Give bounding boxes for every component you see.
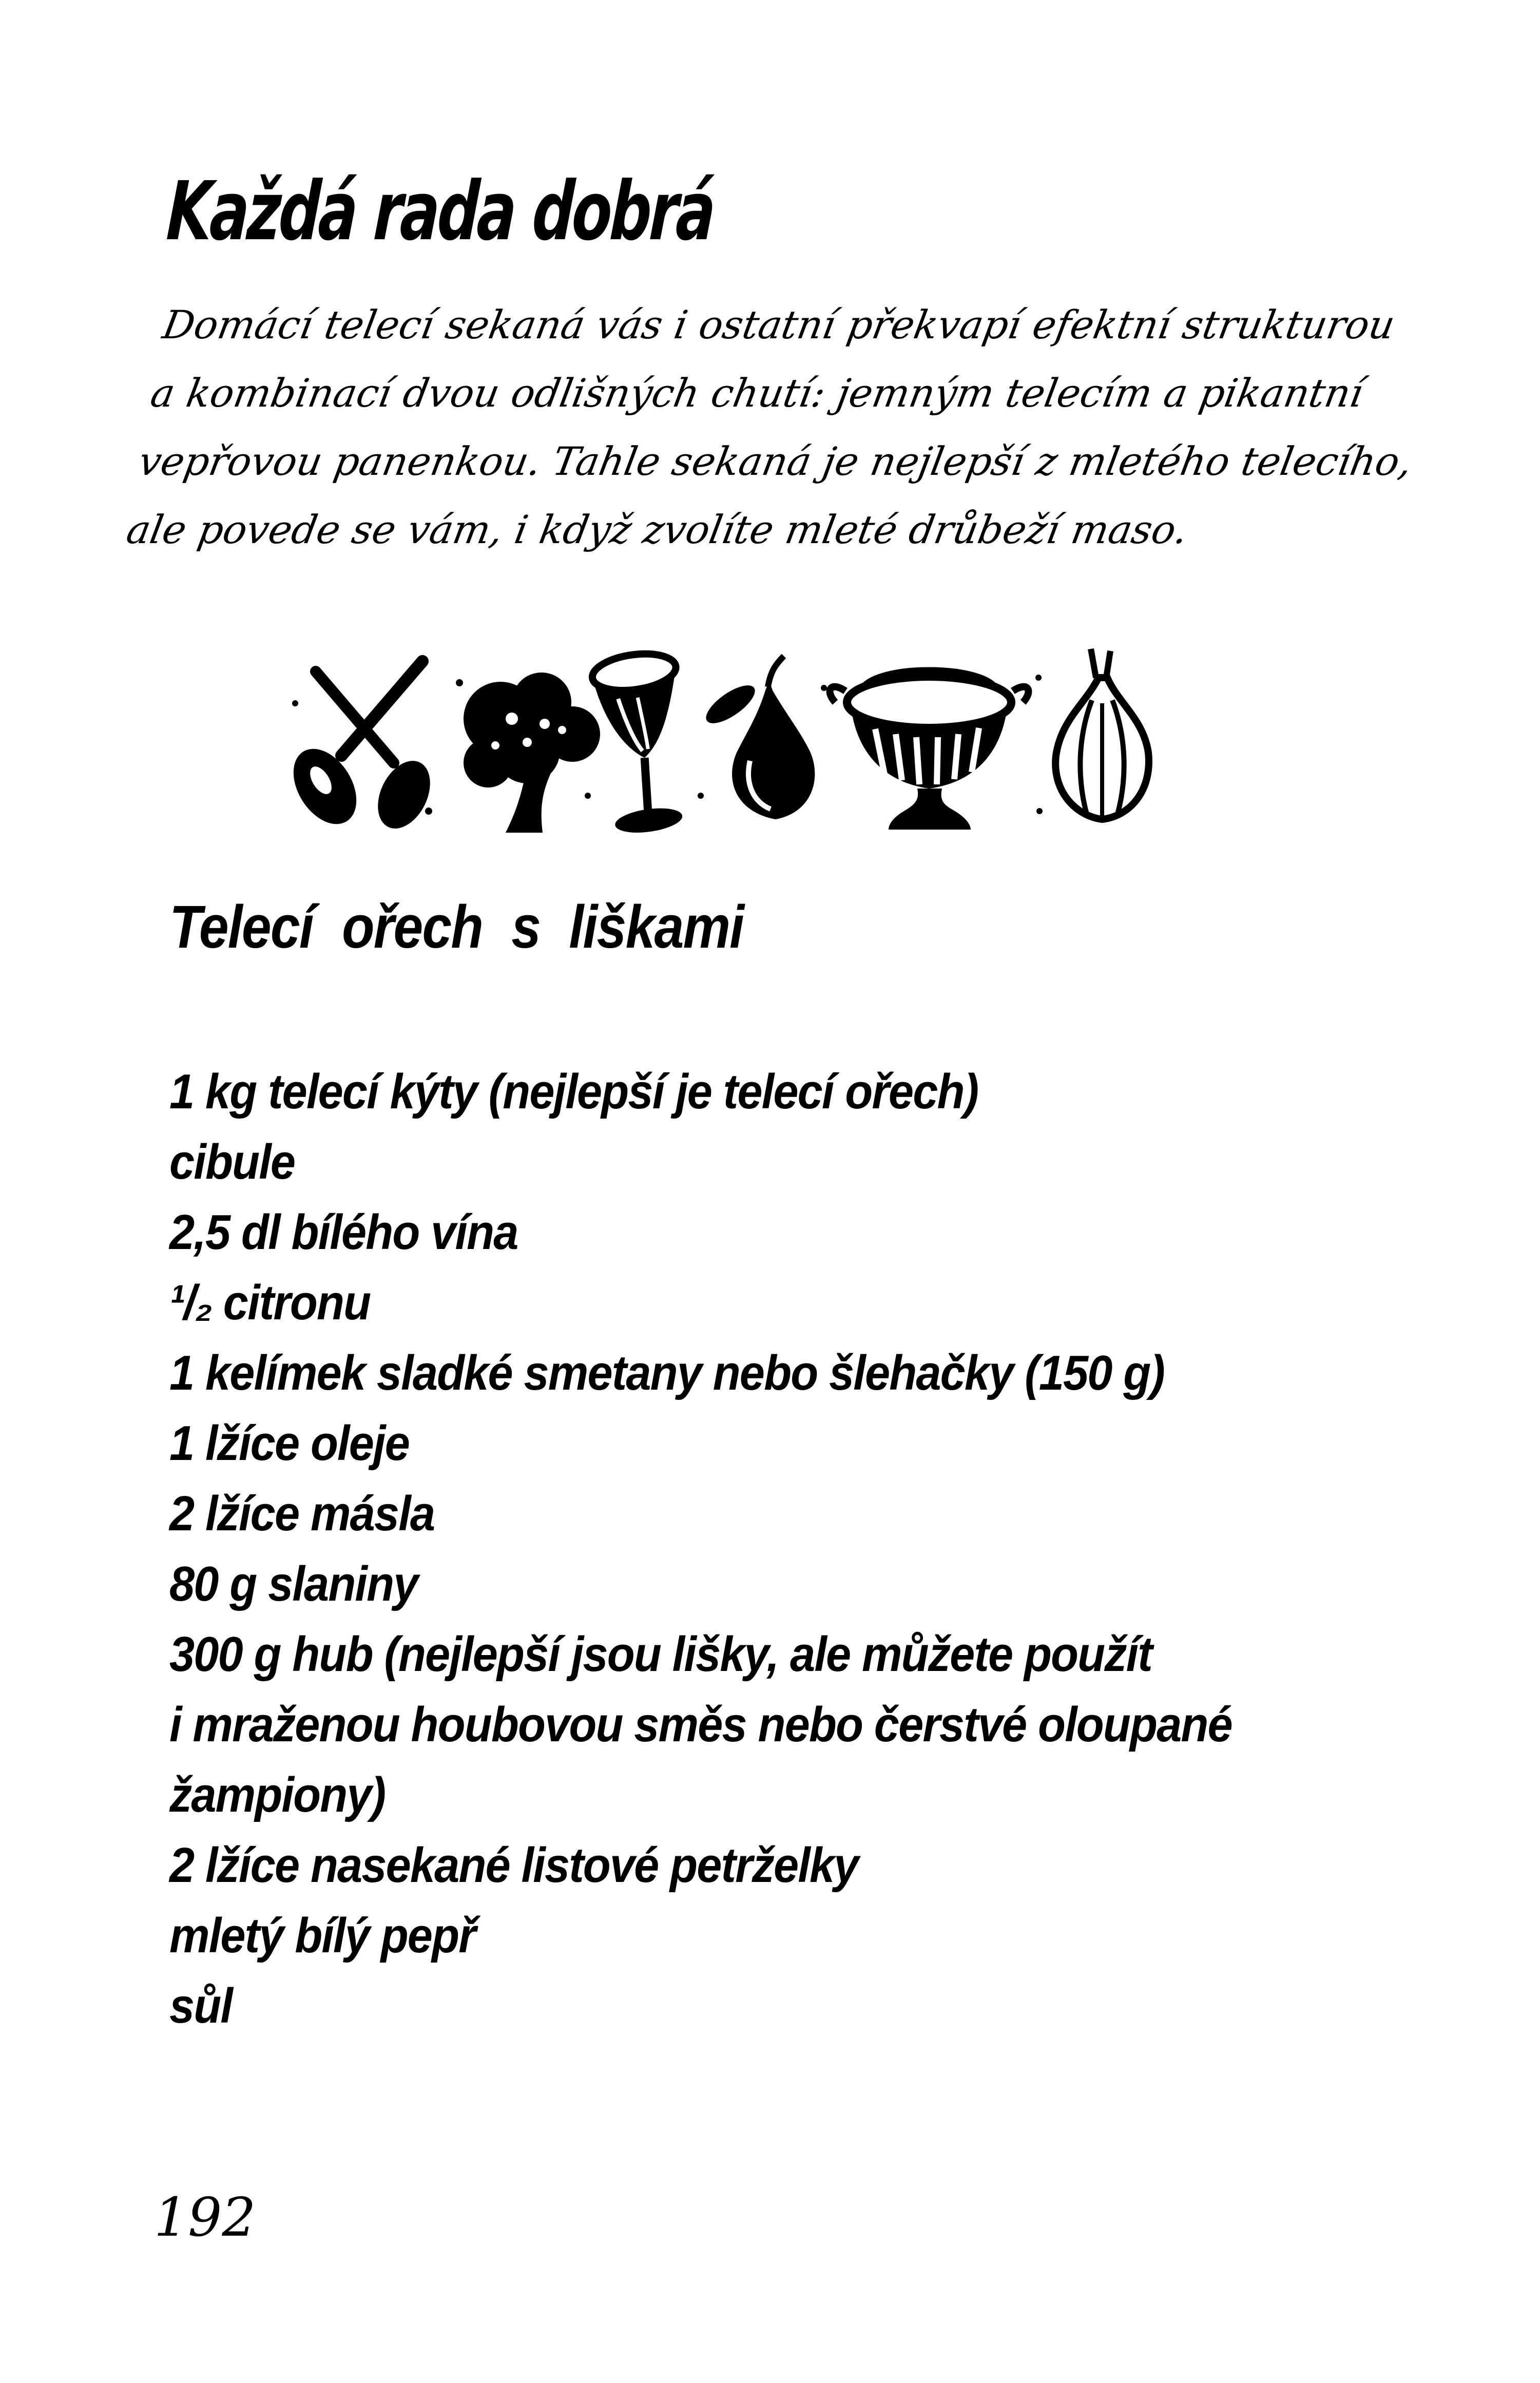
intro-line: ale povede se vám, i když zvolíte mleté drůbeží maso. bbox=[123, 507, 1191, 552]
ingredient-line: sůl bbox=[169, 1978, 233, 2033]
wine-glass-icon bbox=[590, 649, 698, 836]
ingredient-list bbox=[169, 1056, 1232, 2041]
kitchen-illustration bbox=[285, 642, 1158, 842]
intro-paragraph bbox=[121, 291, 1441, 564]
page-number: 192 bbox=[154, 2186, 256, 2249]
garlic-icon bbox=[1035, 649, 1149, 819]
recipe-title: Telecí ořech s liškami bbox=[169, 893, 744, 961]
footed-bowl-icon bbox=[830, 671, 1029, 830]
ingredient-line: 80 g slaniny bbox=[169, 1556, 418, 1611]
ingredient-line: 1 lžíce oleje bbox=[169, 1416, 410, 1471]
ingredient-line: ¹/₂ citronu bbox=[169, 1275, 371, 1330]
crossed-spoons-icon bbox=[285, 661, 440, 837]
ingredient-line: 1 kg telecí kýty (nejlepší je telecí ořech) bbox=[169, 1064, 978, 1119]
page-heading: Každá rada dobrá bbox=[164, 164, 716, 259]
intro-line: vepřovou panenkou. Tahle sekaná je nejlepší z mletého telecího, bbox=[135, 438, 1416, 484]
ingredient-line: 2 lžíce nasekané listové petrželky bbox=[169, 1838, 858, 1893]
ingredient-line: 2 lžíce másla bbox=[169, 1486, 435, 1541]
ingredient-line: 300 g hub (nejlepší jsou lišky, ale můžete použít bbox=[169, 1627, 1152, 1682]
ingredient-line: 1 kelímek sladké smetany nebo šlehačky (150 g) bbox=[169, 1346, 1164, 1400]
ingredient-line: žampiony) bbox=[169, 1767, 386, 1822]
ingredient-line: cibule bbox=[169, 1135, 295, 1189]
ingredient-line: 2,5 dl bílého vína bbox=[169, 1205, 518, 1260]
ingredient-line: mletý bílý pepř bbox=[169, 1908, 475, 1963]
ingredient-line: i mraženou houbovou směs nebo čerstvé oloupané bbox=[169, 1697, 1232, 1752]
intro-line: a kombinací dvou odlišných chutí: jemným telecím a pikantní bbox=[147, 370, 1367, 416]
broccoli-icon bbox=[456, 672, 600, 833]
intro-line: Domácí telecí sekaná vás i ostatní překvapí efektní strukturou bbox=[159, 302, 1399, 348]
pear-icon bbox=[698, 656, 827, 819]
